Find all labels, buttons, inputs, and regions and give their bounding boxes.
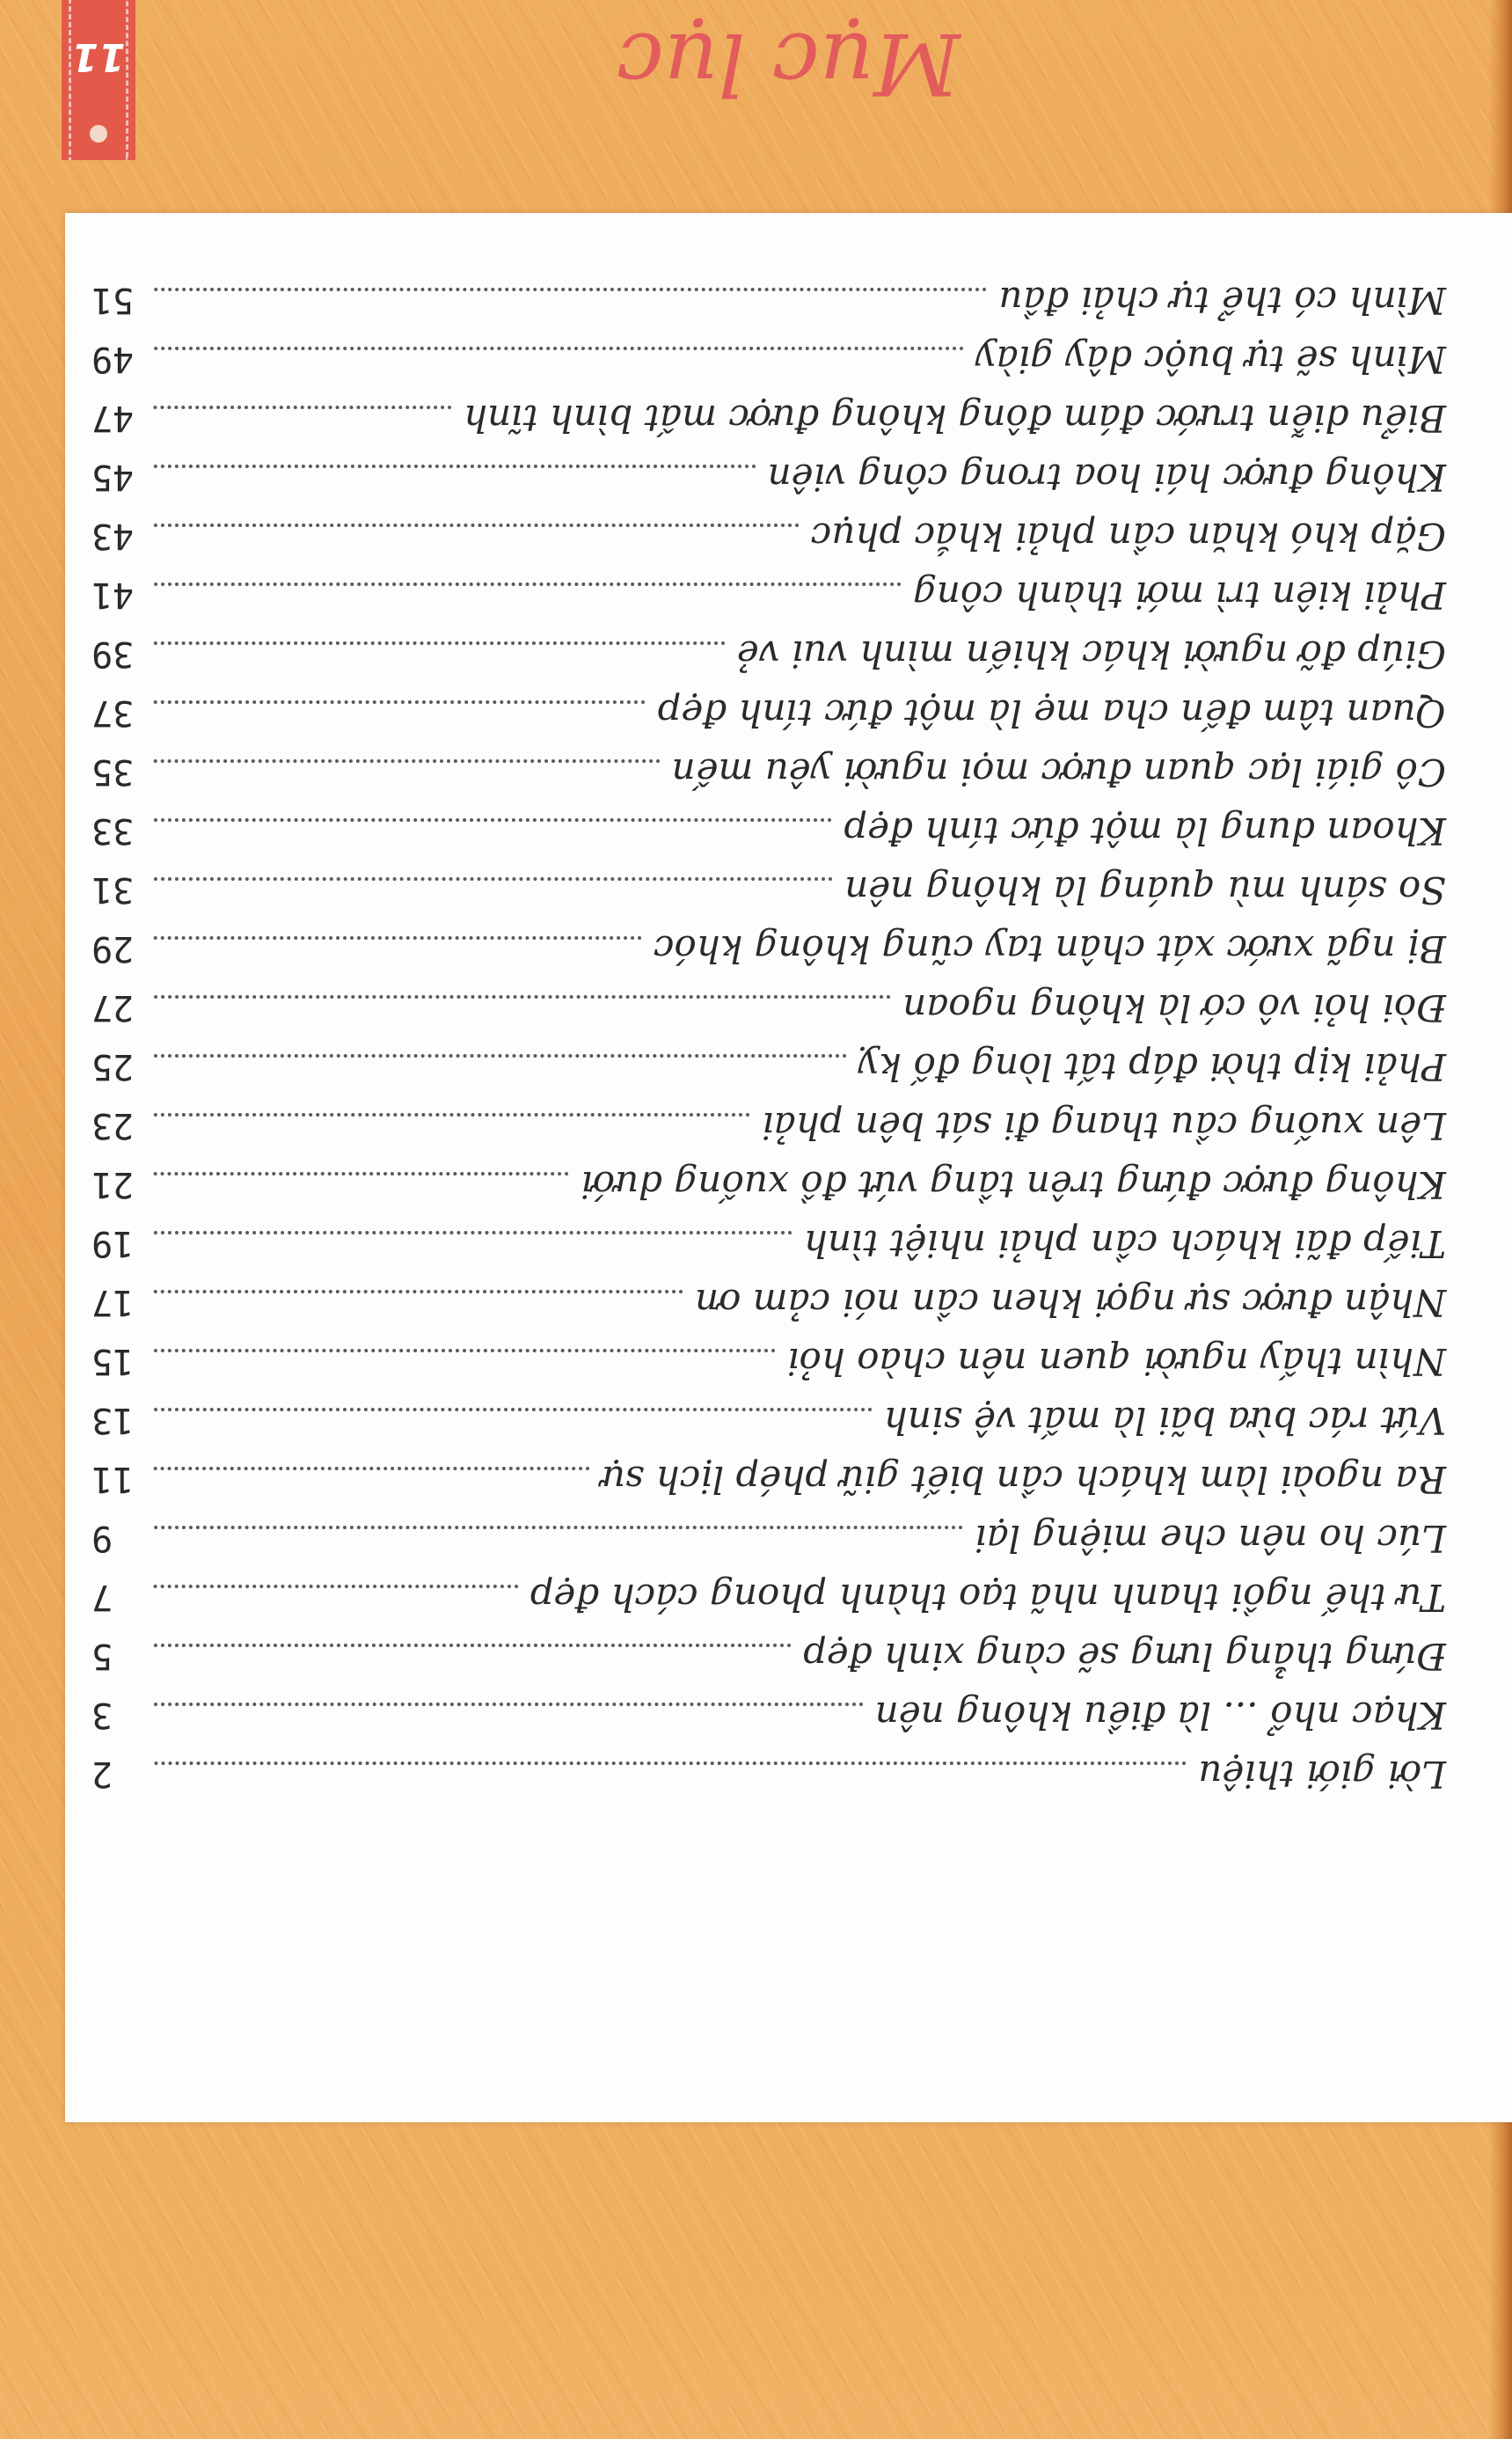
toc-leader-dots xyxy=(153,936,641,940)
toc-entry-page: 2 xyxy=(91,1754,113,1794)
toc-entry-label: Phải kiên trì mới thành công xyxy=(912,574,1446,617)
toc-entry-label: Quan tâm đến cha mẹ là một đức tính đẹp xyxy=(657,692,1446,735)
toc-entry-page: 23 xyxy=(91,1105,135,1146)
toc-entry[interactable] xyxy=(91,1515,1446,1574)
toc-leader-dots xyxy=(153,1762,1186,1765)
toc-list xyxy=(91,261,1446,1810)
toc-entry-label: Không được hái hoa trong công viên xyxy=(767,456,1446,499)
toc-entry-label: Mình sẽ tự buộc dây giày xyxy=(975,338,1446,381)
toc-title: Mục lục xyxy=(617,14,961,113)
toc-entry-label: Bị ngã xước xát chân tay cũng không khóc xyxy=(653,927,1446,970)
toc-leader-dots xyxy=(153,582,901,586)
toc-entry-page: 3 xyxy=(91,1695,113,1735)
toc-entry[interactable] xyxy=(91,1102,1446,1161)
toc-leader-dots xyxy=(153,1054,846,1058)
toc-entry[interactable] xyxy=(91,808,1446,867)
toc-entry-label: Không được đứng trên tầng vứt đồ xuống dưới xyxy=(581,1163,1446,1206)
toc-entry[interactable] xyxy=(91,1279,1446,1338)
toc-leader-dots xyxy=(153,1231,792,1234)
toc-entry-page: 41 xyxy=(91,575,135,615)
toc-entry-label: Tư thế ngồi thanh nhã tạo thành phong cách đẹp xyxy=(530,1576,1446,1619)
toc-entry-label: Đứng thẳng lưng sẽ càng xinh đẹp xyxy=(802,1635,1446,1678)
toc-entry[interactable] xyxy=(91,1456,1446,1515)
toc-entry[interactable] xyxy=(91,1397,1446,1456)
toc-leader-dots xyxy=(153,641,725,645)
toc-entry-label: Vứt rác bừa bãi là mất vệ sinh xyxy=(883,1399,1446,1442)
toc-entry[interactable] xyxy=(91,277,1446,336)
toc-leader-dots xyxy=(153,1349,775,1352)
toc-entry-page: 7 xyxy=(91,1577,113,1617)
toc-entry-label: Khoan dung là một đức tính đẹp xyxy=(844,809,1446,853)
toc-entry[interactable] xyxy=(91,336,1446,395)
toc-entry-page: 49 xyxy=(91,339,135,379)
toc-entry-page: 21 xyxy=(91,1164,135,1205)
toc-entry-page: 25 xyxy=(91,1046,135,1087)
toc-leader-dots xyxy=(153,1526,962,1529)
toc-entry-page: 45 xyxy=(91,457,135,497)
toc-entry-page: 11 xyxy=(91,1459,135,1499)
page-number: 11 xyxy=(71,34,126,79)
toc-entry-label: Cô giái lạc quan được mọi người yêu mến xyxy=(671,751,1446,794)
toc-entry[interactable] xyxy=(91,1338,1446,1397)
toc-entry-page: 35 xyxy=(91,751,135,792)
toc-leader-dots xyxy=(153,347,963,350)
toc-entry[interactable] xyxy=(91,690,1446,749)
toc-entry[interactable] xyxy=(91,1751,1446,1810)
toc-entry-label: Giúp đỡ người khác khiến mình vui vẻ xyxy=(736,633,1446,676)
toc-entry-page: 5 xyxy=(91,1636,113,1676)
toc-entry-label: Khạc nhổ ... là điều không nên xyxy=(874,1694,1446,1737)
toc-entry[interactable] xyxy=(91,395,1446,454)
toc-leader-dots xyxy=(153,1585,518,1588)
toc-entry-label: Nhận được sự ngợi khen cần nói cảm ơn xyxy=(695,1281,1446,1324)
toc-entry-label: Nhìn thấy người quen nên chào hỏi xyxy=(787,1340,1446,1383)
toc-entry-label: So sánh mù quáng là không nên xyxy=(844,868,1446,912)
toc-entry[interactable] xyxy=(91,1633,1446,1692)
toc-entry[interactable] xyxy=(91,1692,1446,1751)
toc-entry-page: 39 xyxy=(91,634,135,674)
toc-leader-dots xyxy=(153,1703,863,1706)
toc-entry-page: 43 xyxy=(91,516,135,556)
toc-entry[interactable] xyxy=(91,572,1446,631)
toc-entry[interactable] xyxy=(91,926,1446,985)
toc-leader-dots xyxy=(153,877,832,881)
toc-leader-dots xyxy=(153,759,660,763)
toc-entry-label: Gặp khó khăn cần phải khắc phục xyxy=(810,515,1446,558)
toc-leader-dots xyxy=(153,995,890,999)
toc-entry-page: 51 xyxy=(91,280,135,320)
toc-entry[interactable] xyxy=(91,631,1446,690)
toc-leader-dots xyxy=(153,406,451,409)
toc-leader-dots xyxy=(153,1467,589,1470)
toc-leader-dots xyxy=(153,524,799,527)
page-number-tab xyxy=(62,0,135,160)
toc-entry[interactable] xyxy=(91,454,1446,513)
toc-leader-dots xyxy=(153,1113,749,1117)
toc-entry-label: Đòi hỏi vô cớ là không ngoan xyxy=(902,986,1446,1029)
toc-leader-dots xyxy=(153,818,831,822)
toc-entry-label: Lúc ho nên che miệng lại xyxy=(975,1517,1446,1560)
toc-entry-label: Lên xuống cầu thang đi sát bên phải xyxy=(762,1104,1446,1147)
toc-entry-page: 31 xyxy=(91,869,135,910)
toc-entry-label: Tiếp đãi khách cần phải nhiệt tình xyxy=(803,1222,1446,1265)
toc-entry[interactable] xyxy=(91,985,1446,1044)
toc-entry-label: Mình có thể tự chải đầu xyxy=(998,279,1446,322)
toc-entry[interactable] xyxy=(91,749,1446,808)
toc-entry[interactable] xyxy=(91,1044,1446,1102)
toc-leader-dots xyxy=(153,700,646,704)
toc-sheet xyxy=(65,14,1512,2122)
toc-leader-dots xyxy=(153,288,986,291)
toc-entry-page: 17 xyxy=(91,1282,135,1322)
toc-entry-page: 47 xyxy=(91,398,135,438)
toc-entry-page: 9 xyxy=(91,1518,113,1558)
toc-leader-dots xyxy=(153,465,756,468)
toc-entry-label: Ra ngoài làm khách cần biết giữ phép lịch sự xyxy=(601,1458,1446,1501)
toc-entry[interactable] xyxy=(91,513,1446,572)
toc-entry-page: 37 xyxy=(91,692,135,733)
toc-entry-label: Biểu diễn trước đám đông không được mất bình tĩnh xyxy=(464,397,1446,440)
tab-hole-icon xyxy=(90,125,107,143)
toc-leader-dots xyxy=(153,1290,683,1293)
toc-entry-page: 19 xyxy=(91,1223,135,1263)
toc-entry-page: 13 xyxy=(91,1400,135,1440)
toc-entry-label: Phải kịp thời đáp tất lòng đố kỵ xyxy=(858,1045,1446,1088)
toc-entry-page: 29 xyxy=(91,928,135,969)
toc-entry-page: 15 xyxy=(91,1341,135,1381)
toc-leader-dots xyxy=(153,1172,568,1176)
toc-leader-dots xyxy=(153,1644,791,1647)
toc-entry-page: 33 xyxy=(91,810,135,851)
toc-entry[interactable] xyxy=(91,867,1446,926)
toc-entry-page: 27 xyxy=(91,987,135,1028)
toc-entry[interactable] xyxy=(91,1161,1446,1220)
toc-leader-dots xyxy=(153,1408,872,1411)
toc-entry-label: Lời giới thiệu xyxy=(1198,1753,1446,1796)
toc-entry[interactable] xyxy=(91,1574,1446,1633)
toc-entry[interactable] xyxy=(91,1220,1446,1279)
